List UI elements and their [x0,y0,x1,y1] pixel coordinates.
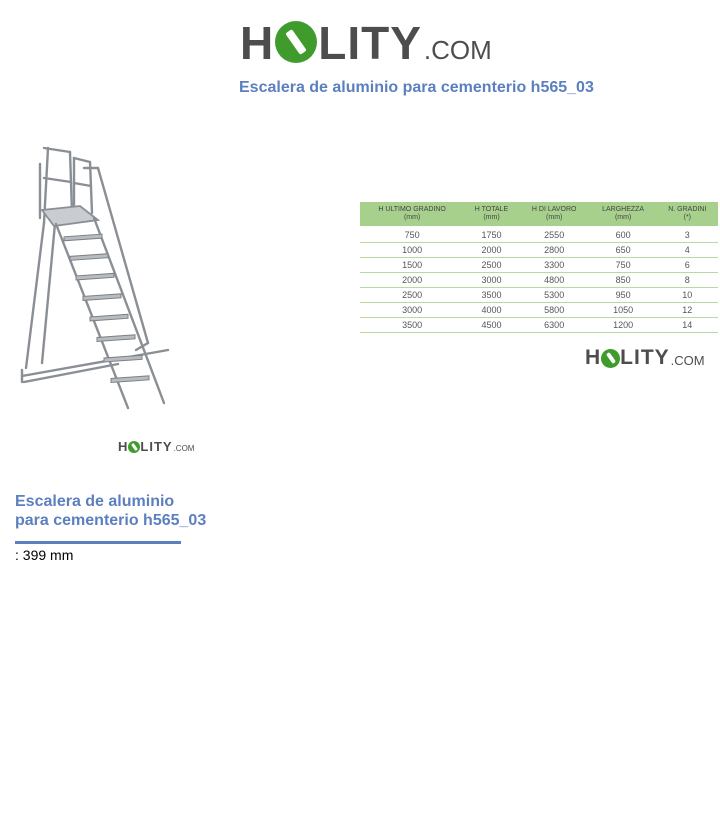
table-cell: 1050 [590,303,657,318]
logo-text-h: H [240,17,275,69]
table-cell: 3500 [360,318,464,333]
table-cell: 2000 [360,273,464,288]
table-cell: 950 [590,288,657,303]
product-dimension: : 399 mm [15,547,74,563]
logo-text-com: .COM [670,353,705,368]
product-image [18,138,178,428]
logo-text-com: .COM [173,444,195,453]
table-header-cell: LARGHEZZA (mm) [590,202,657,226]
table-row [360,318,718,333]
table-cell: 650 [590,243,657,258]
table-header-cell: N. GRADINI (*) [657,202,718,226]
table-cell: 3300 [519,258,590,273]
logo-text-lity: LITY [620,346,670,369]
table-cell: 5800 [519,303,590,318]
table-cell: 14 [657,318,718,333]
table-cell: 3000 [464,273,519,288]
table-row [360,273,718,288]
table-row [360,243,718,258]
table-cell: 3000 [360,303,464,318]
table-cell: 2550 [519,226,590,243]
product-name-line-2: para cementerio h565_03 [15,512,207,529]
table-row [360,226,718,243]
page-title: Escalera de aluminio para cementerio h565_03 [239,79,594,96]
logo-text-h: H [118,439,129,454]
table-cell: 6300 [519,318,590,333]
table-header-row [360,202,718,226]
table-cell: 1200 [590,318,657,333]
logo-text-h: H [585,346,602,369]
logo-o-icon [601,349,620,368]
spec-table [360,202,718,333]
table-cell: 8 [657,273,718,288]
table-cell: 5300 [519,288,590,303]
table-cell: 4800 [519,273,590,288]
table-cell: 3 [657,226,718,243]
logo-text-lity: LITY [318,17,422,69]
table-row [360,303,718,318]
table-header-cell: H ULTIMO GRADINO (mm) [360,202,464,226]
table-cell: 1750 [464,226,519,243]
table-cell: 2500 [464,258,519,273]
table-brand-logo [585,346,705,370]
table-cell: 1000 [360,243,464,258]
table-cell: 2000 [464,243,519,258]
table-cell: 750 [590,258,657,273]
table-row [360,288,718,303]
logo-text-com: .COM [423,35,492,65]
logo-o-icon [275,21,317,63]
table-header-cell: H DI LAVORO (mm) [519,202,590,226]
brand-logo[interactable] [240,12,492,68]
table-cell: 4000 [464,303,519,318]
table-cell: 1500 [360,258,464,273]
table-cell: 850 [590,273,657,288]
table-cell: 2800 [519,243,590,258]
table-cell: 4500 [464,318,519,333]
table-cell: 6 [657,258,718,273]
table-cell: 600 [590,226,657,243]
table-cell: 2500 [360,288,464,303]
divider [15,541,181,544]
product-name [15,492,215,530]
product-name-line-1: Escalera de aluminio [15,493,175,510]
table-cell: 10 [657,288,718,303]
table-cell: 4 [657,243,718,258]
table-cell: 12 [657,303,718,318]
table-cell: 3500 [464,288,519,303]
table-cell: 750 [360,226,464,243]
logo-text-lity: LITY [140,439,173,454]
table-row [360,258,718,273]
image-brand-logo [118,440,194,454]
logo-o-icon [128,441,140,453]
table-header-cell: H TOTALE (mm) [464,202,519,226]
